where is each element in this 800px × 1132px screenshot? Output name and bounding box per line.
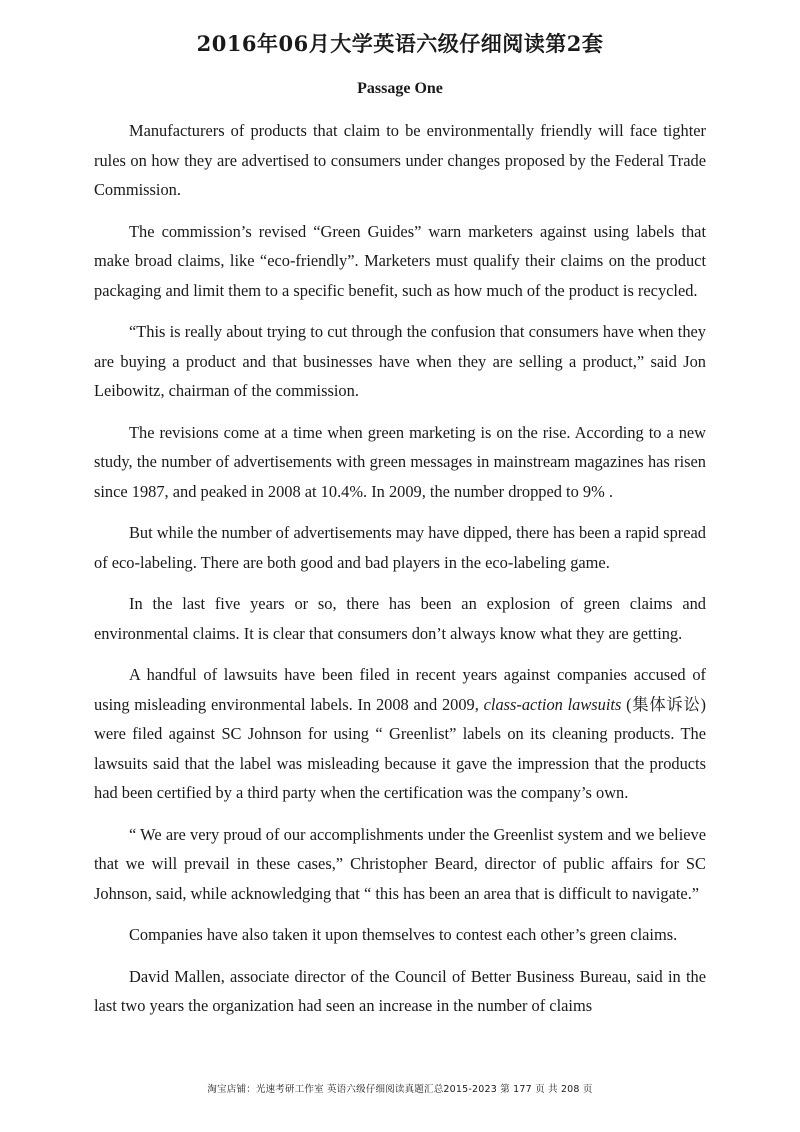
paragraph-9: Companies have also taken it upon themselves to contest each other’s green claims. (129, 925, 678, 944)
paragraph-6: In the last five years or so, there has been an explosion of green claims and environmental claims. It is clear that consumers don’t always know what they are getting. (94, 594, 706, 643)
paragraph-5: But while the number of advertisements may have dipped, there has been a rapid spread of eco-labeling. There are both good and bad players in the eco-labeling game. (94, 523, 706, 572)
paragraph-3: “This is really about trying to cut through the confusion that consumers have when they are buying a product and that businesses have when they are selling a product,” said Jon Leibowitz, chairman of the commission. (94, 322, 706, 400)
page-title: 2016年06月大学英语六级仔细阅读第2套 (196, 31, 604, 56)
paragraph-2: The commission’s revised “Green Guides” warn marketers against using labels that make broad claims, like “eco-friendly”. Marketers must qualify their claims on the product packaging and limit them to a specific benefit, such as how much of the product is recycled. (94, 221, 706, 300)
page-footer: 淘宝店铺：光速考研工作室 英语六级仔细阅读真题汇总2015-2023 第 177 页 共 208 页 (207, 1084, 593, 1095)
paragraph-7 (94, 660, 706, 808)
paragraph-10: David Mallen, associate director of the Council of Better Business Bureau, said in the last two years the organization had seen an increase in the number of claims (94, 966, 706, 1015)
class-action-term: class-action lawsuits (483, 694, 622, 714)
paragraph-1: Manufacturers of products that claim to be environmentally friendly will face tighter rules on how they are advertised to consumers under changes proposed by the Federal Trade Commission. (94, 121, 706, 199)
passage-body (94, 116, 706, 1021)
passage-heading: Passage One (357, 80, 443, 97)
paragraph-7-part-2: (集体诉讼) were filed against SC Johnson for using “ Greenlist” labels on its cleaning products. The lawsuits said that the label was misleading because it gave the impression that the products had been certified by a third party when the certification was the company’s own. (94, 694, 706, 802)
paragraph-4: The revisions come at a time when green marketing is on the rise. According to a new study, the number of advertisements with green messages in mainstream magazines has risen since 1987, and peaked in 2008 at 10.4%. In 2009, the number dropped to 9% . (94, 422, 706, 501)
paragraph-7-part-1: A handful of lawsuits have been filed in recent years against companies accused of using misleading environmental labels. In 2008 and 2009, (94, 665, 706, 714)
paragraph-8: “ We are very proud of our accomplishments under the Greenlist system and we believe that we will prevail in these cases,” Christopher Beard, director of public affairs for SC Johnson, said, while acknowledging that “ this has been an area that is difficult to navigate.” (94, 824, 706, 903)
